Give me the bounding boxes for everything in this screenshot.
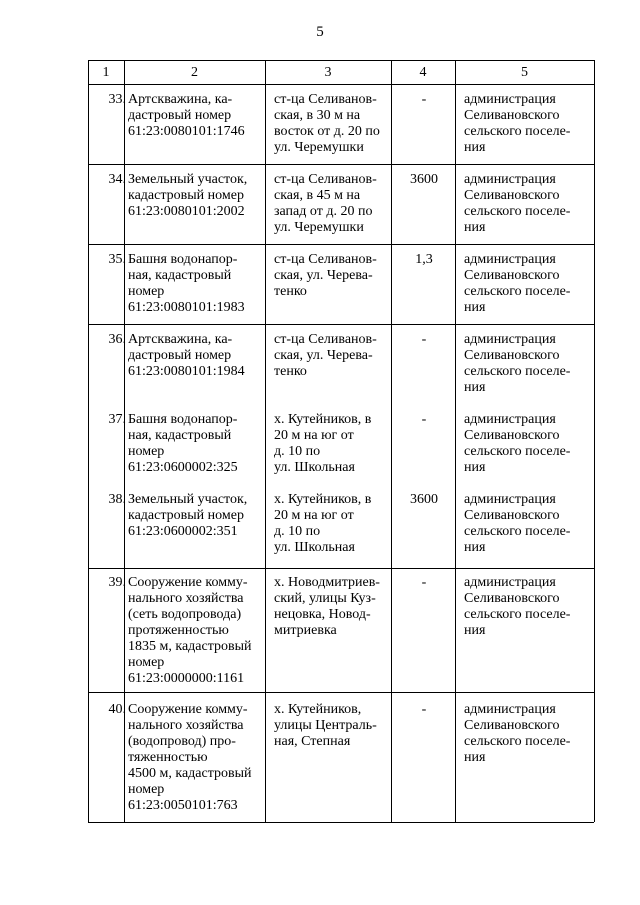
table-border-top: [88, 60, 594, 61]
object-name: Башня водонапор- ная, кадастровый номер 61:23:0080101:1983: [128, 252, 245, 315]
object-area: -: [421, 702, 427, 717]
row-divider: [88, 244, 594, 245]
object-location: х. Кутейников, в 20 м на юг от д. 10 по ул. Школьная: [274, 492, 372, 555]
object-owner: администрация Селивановского сельского поселе- ния: [464, 252, 571, 315]
object-area: 3600: [410, 492, 438, 507]
row-divider: [88, 164, 594, 165]
row-number: 39.: [108, 575, 126, 590]
table-border-bottom: [88, 822, 594, 823]
object-name: Артскважина, ка- дастровый номер 61:23:0080101:1984: [128, 332, 245, 379]
row-number: 33.: [108, 92, 126, 107]
object-area: 1,3: [415, 252, 433, 267]
header-col-4: 4: [419, 65, 427, 80]
object-name: Башня водонапор- ная, кадастровый номер 61:23:0600002:325: [128, 412, 238, 475]
header-col-3: 3: [324, 65, 332, 80]
row-number: 40.: [108, 702, 126, 717]
object-location: х. Кутейников, улицы Централь- ная, Степная: [274, 702, 377, 749]
row-divider: [88, 568, 594, 569]
row-number: 34.: [108, 172, 126, 187]
object-owner: администрация Селивановского сельского поселе- ния: [464, 702, 571, 765]
property-table: [88, 60, 594, 822]
header-col-1: 1: [102, 65, 110, 80]
object-name: Сооружение комму- нального хозяйства (водопровод) про- тяженностью 4500 м, кадастровый номер 61:23:0050101:763: [128, 702, 252, 813]
object-location: ст-ца Селиванов- ская, ул. Черева- тенко: [274, 252, 377, 299]
object-name: Земельный участок, кадастровый номер 61:23:0600002:351: [128, 492, 248, 539]
row-number: 35.: [108, 252, 126, 267]
object-area: -: [421, 92, 427, 107]
object-owner: администрация Селивановского сельского поселе- ния: [464, 412, 571, 475]
row-number: 37.: [108, 412, 126, 427]
object-area: -: [421, 332, 427, 347]
object-owner: администрация Селивановского сельского поселе- ния: [464, 332, 571, 395]
object-owner: администрация Селивановского сельского поселе- ния: [464, 492, 571, 555]
object-owner: администрация Селивановского сельского поселе- ния: [464, 575, 571, 638]
object-owner: администрация Селивановского сельского поселе- ния: [464, 92, 571, 155]
object-location: х. Новодмитриев- ский, улицы Куз- нецовка, Новод- митриевка: [274, 575, 380, 638]
header-divider: [88, 84, 594, 85]
column-divider: [265, 60, 266, 822]
object-area: -: [421, 575, 427, 590]
header-col-5: 5: [521, 65, 528, 80]
row-divider: [88, 692, 594, 693]
object-area: 3600: [410, 172, 438, 187]
table-border-right: [594, 60, 595, 822]
object-location: ст-ца Селиванов- ская, в 45 м на запад от д. 20 по ул. Черемушки: [274, 172, 377, 235]
row-divider: [88, 324, 594, 325]
header-col-2: 2: [191, 65, 198, 80]
row-number: 36.: [108, 332, 126, 347]
object-name: Земельный участок, кадастровый номер 61:23:0080101:2002: [128, 172, 248, 219]
object-location: ст-ца Селиванов- ская, ул. Черева- тенко: [274, 332, 377, 379]
object-name: Артскважина, ка- дастровый номер 61:23:0080101:1746: [128, 92, 245, 139]
object-owner: администрация Селивановского сельского поселе- ния: [464, 172, 571, 235]
object-area: -: [421, 412, 427, 427]
row-number: 38.: [108, 492, 126, 507]
object-name: Сооружение комму- нального хозяйства (сеть водопровода) протяженностью 1835 м, кадастровый номер 61:23:0000000:1161: [128, 575, 252, 686]
page-number: 5: [316, 24, 324, 40]
object-location: х. Кутейников, в 20 м на юг от д. 10 по ул. Школьная: [274, 412, 372, 475]
object-location: ст-ца Селиванов- ская, в 30 м на восток от д. 20 по ул. Черемушки: [274, 92, 380, 155]
